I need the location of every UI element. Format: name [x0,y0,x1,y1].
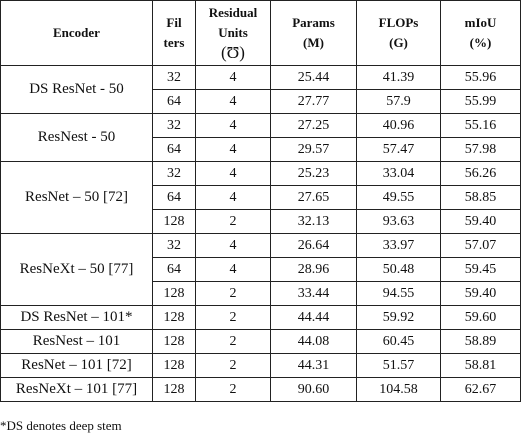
filters-cell: 32 [153,162,196,186]
flops-cell: 50.48 [357,258,441,282]
flops-cell: 59.92 [357,306,441,330]
params-cell: 27.77 [271,90,357,114]
units-cell: 4 [196,66,271,90]
table-row [1,162,521,186]
filters-cell: 64 [153,138,196,162]
miou-cell: 57.98 [441,138,521,162]
encoder-cell: ResNest - 50 [1,114,153,162]
units-cell: 2 [196,378,271,402]
filters-cell: 128 [153,378,196,402]
params-cell: 26.64 [271,234,357,258]
filters-cell: 128 [153,354,196,378]
header-flops: FLOPs (G) [357,1,441,66]
params-cell: 32.13 [271,210,357,234]
miou-cell: 59.40 [441,282,521,306]
units-cell: 2 [196,354,271,378]
table-row [1,66,521,90]
header-filters: Fil ters [153,1,196,66]
table-row [1,354,521,378]
encoder-cell: DS ResNet - 50 [1,66,153,114]
params-cell: 90.60 [271,378,357,402]
units-cell: 4 [196,138,271,162]
header-params: Params (M) [271,1,357,66]
params-cell: 44.08 [271,330,357,354]
miou-cell: 59.40 [441,210,521,234]
table-row [1,234,521,258]
miou-cell: 57.07 [441,234,521,258]
miou-cell: 62.67 [441,378,521,402]
flops-cell: 104.58 [357,378,441,402]
miou-cell: 58.89 [441,330,521,354]
flops-cell: 57.47 [357,138,441,162]
filters-cell: 64 [153,186,196,210]
encoder-cell: ResNeXt – 101 [77] [1,378,153,402]
encoder-cell: ResNet – 50 [72] [1,162,153,234]
filters-cell: 128 [153,306,196,330]
encoder-cell: ResNet – 101 [72] [1,354,153,378]
flops-cell: 60.45 [357,330,441,354]
units-cell: 4 [196,162,271,186]
miou-cell: 55.99 [441,90,521,114]
units-cell: 4 [196,258,271,282]
params-cell: 44.44 [271,306,357,330]
table-row [1,378,521,402]
params-cell: 33.44 [271,282,357,306]
filters-cell: 64 [153,258,196,282]
units-cell: 4 [196,234,271,258]
encoder-cell: ResNest – 101 [1,330,153,354]
filters-cell: 32 [153,66,196,90]
footnote: *DS denotes deep stem [0,418,122,433]
table-row [1,114,521,138]
filters-cell: 128 [153,330,196,354]
miou-cell: 55.16 [441,114,521,138]
params-cell: 29.57 [271,138,357,162]
units-cell: 4 [196,90,271,114]
filters-cell: 32 [153,234,196,258]
filters-cell: 32 [153,114,196,138]
filters-cell: 128 [153,210,196,234]
units-cell: 2 [196,306,271,330]
encoder-cell: DS ResNet – 101* [1,306,153,330]
flops-cell: 49.55 [357,186,441,210]
table-body [1,66,521,402]
params-cell: 27.65 [271,186,357,210]
filters-cell: 128 [153,282,196,306]
units-cell: 2 [196,330,271,354]
miou-cell: 59.45 [441,258,521,282]
flops-cell: 94.55 [357,282,441,306]
flops-cell: 51.57 [357,354,441,378]
units-cell: 2 [196,282,271,306]
miou-cell: 58.85 [441,186,521,210]
flops-cell: 33.04 [357,162,441,186]
miou-cell: 58.81 [441,354,521,378]
header-encoder: Encoder [1,1,153,66]
miou-cell: 59.60 [441,306,521,330]
params-cell: 25.44 [271,66,357,90]
units-cell: 4 [196,186,271,210]
miou-cell: 56.26 [441,162,521,186]
units-cell: 2 [196,210,271,234]
params-cell: 28.96 [271,258,357,282]
table-row [1,306,521,330]
header-row [1,1,521,66]
miou-cell: 55.96 [441,66,521,90]
units-cell: 4 [196,114,271,138]
table-row [1,330,521,354]
flops-cell: 41.39 [357,66,441,90]
flops-cell: 57.9 [357,90,441,114]
params-cell: 25.23 [271,162,357,186]
encoder-cell: ResNeXt – 50 [77] [1,234,153,306]
flops-cell: 33.97 [357,234,441,258]
params-cell: 27.25 [271,114,357,138]
header-residual-units: Residual Units (Ʊ) [196,1,271,66]
params-cell: 44.31 [271,354,357,378]
flops-cell: 40.96 [357,114,441,138]
header-miou: mIoU (%) [441,1,521,66]
flops-cell: 93.63 [357,210,441,234]
filters-cell: 64 [153,90,196,114]
